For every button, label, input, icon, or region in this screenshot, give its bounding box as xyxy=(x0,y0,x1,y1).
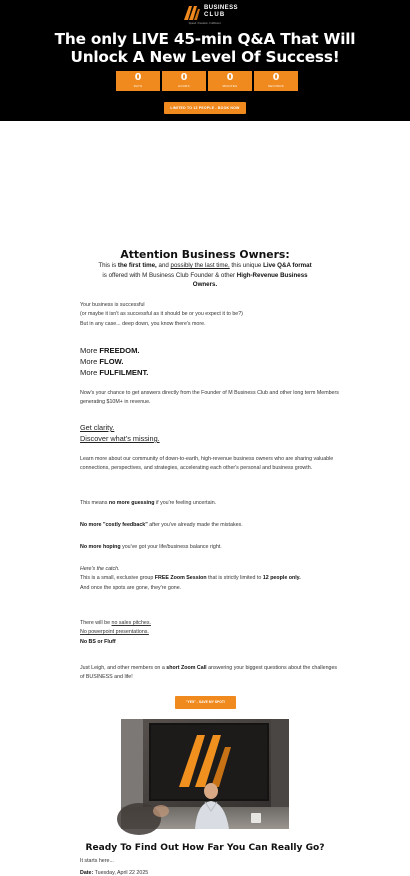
countdown-days xyxy=(116,71,160,91)
logo-text xyxy=(204,5,238,18)
more-item xyxy=(80,367,342,378)
leigh-paragraph xyxy=(80,664,342,683)
countdown-minutes xyxy=(208,71,252,91)
text-bold: Live Q&A format xyxy=(263,262,312,269)
save-my-spot-button[interactable]: "YES" - SAVE MY SPOT! xyxy=(175,696,236,709)
text: More xyxy=(80,357,100,366)
more-list xyxy=(80,345,342,378)
catch-paragraph xyxy=(80,565,342,593)
no-pitch-line xyxy=(80,619,342,628)
event-date xyxy=(80,870,148,876)
text-bold: No more hoping xyxy=(80,544,121,550)
feedback-paragraph xyxy=(80,521,342,530)
logo-line-2: CLUB xyxy=(204,11,226,18)
text: that is strictly limited to xyxy=(206,575,263,582)
text-underline: no sales pitches. xyxy=(111,620,151,626)
text: is offered with M Business Club Founder & other xyxy=(102,271,237,279)
text: This is xyxy=(98,262,118,269)
catch-line xyxy=(80,565,342,574)
text: answering your biggest questions about the challenges of BUSINESS and life! xyxy=(80,665,338,681)
date-value: Tuesday, April 22 2025 xyxy=(93,870,149,876)
logo-line-1: BUSINESS xyxy=(204,5,238,11)
guessing-paragraph xyxy=(80,499,342,508)
clarity-line: Discover what's missing. xyxy=(80,434,160,443)
intro-line: (or maybe it isn't as successful as it should be or you expect it to be?) xyxy=(80,311,243,318)
event-photo xyxy=(121,719,289,829)
m-logo-icon xyxy=(184,6,202,20)
text: after you've already made the mistakes. xyxy=(147,522,243,528)
countdown-seconds xyxy=(254,71,298,91)
no-pitch-line: No powerpoint presentations. xyxy=(80,629,149,636)
text-italic: Here's the catch. xyxy=(80,566,120,572)
event-photo-image xyxy=(121,719,289,829)
logo[interactable] xyxy=(0,4,410,26)
text: More xyxy=(80,346,100,355)
text-bold: No more "costly feedback" xyxy=(80,522,148,528)
no-pitch-line xyxy=(80,638,342,647)
hoping-paragraph xyxy=(80,543,342,552)
text-bold: FULFILMENT. xyxy=(99,368,149,377)
text: This means xyxy=(80,500,109,506)
book-now-button[interactable]: LIMITED TO 12 PEOPLE - BOOK NOW xyxy=(164,102,246,114)
clarity-text xyxy=(80,422,342,444)
logo-tagline: Speed. Freedom. Fulfilment. xyxy=(188,22,222,25)
text-underline: possibly the last time, xyxy=(170,262,230,269)
text-bold: the first time, xyxy=(117,262,157,269)
text: you've got your life/business balance right. xyxy=(120,544,222,550)
starts-text: It starts here... xyxy=(80,858,114,864)
countdown-label: SECONDS xyxy=(268,84,284,88)
date-label: Date: xyxy=(80,870,94,876)
chance-paragraph: Now's your chance to get answers directly from the Founder of M Business Club and other long term Members generating $10M+ in revenue. xyxy=(80,390,339,406)
text: There will be xyxy=(80,620,112,626)
catch-line xyxy=(80,574,342,583)
more-item xyxy=(80,356,342,367)
countdown-value: 0 xyxy=(134,72,142,83)
countdown-value: 0 xyxy=(226,72,234,83)
countdown-label: HOURS xyxy=(178,84,190,88)
intro-paragraph xyxy=(80,301,342,329)
intro-line: But in any case... deep down, you know there's more. xyxy=(80,320,206,327)
clarity-line: Get clarity. xyxy=(80,423,115,432)
text: if you're feeling uncertain. xyxy=(154,500,217,506)
countdown-hours xyxy=(162,71,206,91)
hero-section xyxy=(0,0,410,121)
countdown-value: 0 xyxy=(180,72,188,83)
text-bold: FLOW. xyxy=(99,357,124,366)
text-bold: FREE Zoom Session xyxy=(154,575,207,582)
hero-title: The only LIVE 45-min Q&A That Will Unlock A New Level Of Success! xyxy=(54,30,356,66)
countdown-value: 0 xyxy=(272,72,280,83)
intro-line: Your business is successful xyxy=(80,302,145,308)
attention-heading: Attention Business Owners: xyxy=(120,248,290,261)
countdown-label: MINUTES xyxy=(222,84,238,88)
catch-line: And once the spots are gone, they're gone. xyxy=(80,584,182,591)
text-bold: No BS or Fluff xyxy=(80,638,116,645)
countdown-timer xyxy=(116,71,298,91)
text: Just Leigh, and other members on a xyxy=(80,665,167,671)
attention-subtext xyxy=(98,261,312,290)
text-bold: no more guessing xyxy=(108,500,155,506)
text: this unique xyxy=(229,262,264,269)
countdown-label: DAYS xyxy=(133,84,143,88)
community-paragraph: Learn more about our community of down-to-earth, high-revenue business owners who are sharing valuable connections, perspectives, and strategies, accelerating each other's personal and business growth. xyxy=(80,456,334,472)
no-pitch-paragraph xyxy=(80,619,342,647)
text: More xyxy=(80,368,100,377)
text: This is a small, exclusive group xyxy=(80,575,155,582)
text: and xyxy=(156,262,171,269)
ready-heading: Ready To Find Out How Far You Can Really Go? xyxy=(85,843,325,853)
text-bold: High-Revenue Business Owners. xyxy=(192,271,308,288)
text-bold: 12 people only. xyxy=(262,575,301,582)
text-bold: FREEDOM. xyxy=(99,346,140,355)
text-bold: short Zoom Call xyxy=(166,665,207,671)
more-item xyxy=(80,345,342,356)
